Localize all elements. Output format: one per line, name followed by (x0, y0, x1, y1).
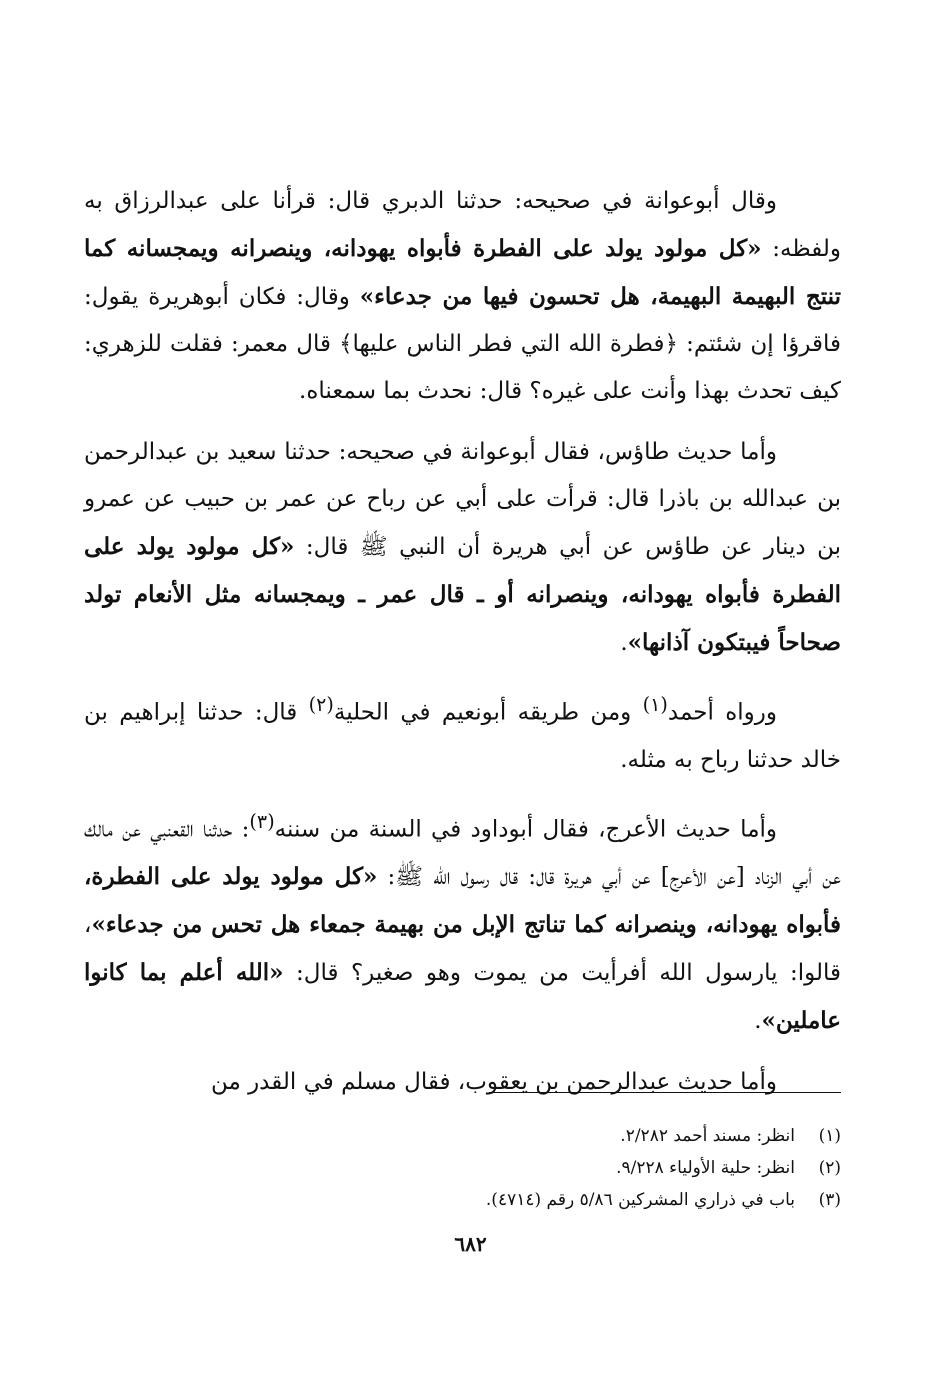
text-run: ، قالوا: يارسول الله أفرأيت من يموت وهو صغير؟ قال: (84, 912, 841, 987)
footnote-2 (84, 1152, 841, 1184)
text-run: وقال أبوعوانة في صحيحه: حدثنا الدبري قال: قرأنا على عبدالرزاق به ولفظه: (84, 188, 841, 262)
hadith-quote: «كل مولود يولد على الفطرة فأبواه يهودانه، وينصرانه ويمجسانه كما تنتج البهيمة البهيمة، هل تحسون فيها من جدعاء» (84, 235, 842, 310)
footnote-ref[interactable]: (٢) (308, 693, 334, 716)
text-run: وأما حديث طاؤس، فقال أبوعوانة في صحيحه: حدثنا سعيد بن عبدالرحمن بن عبدالله بن باذرا قال: قرأت على أبي عن رباح عن عمر بن حبيب عن عمرو بن دينار عن طاؤس عن أبي هريرة أن النبي ﷺ قال: (84, 439, 841, 560)
text-run: وقال: فكان أبوهريرة يقول: فاقرؤا إن شئتم: ﴿فطرة الله التي فطر الناس عليها﴾ قال معمر: فقلت للزهري: كيف تحدث بهذا وأنت على غيره؟ قال: نحدث بما سمعناه. (84, 284, 841, 404)
footnote-number: (١) (818, 1126, 841, 1146)
footnote-divider (489, 1092, 841, 1093)
hadith-quote: «كل مولود يولد على الفطرة، فأبواه يهودانه، وينصرانه كما تناتج الإبل من بهيمة جمعاء هل تحس من جدعاء» (84, 863, 841, 939)
text-run: : حدثنا القعنبي عن مالك عن أبي الزناد [عن الأعرج] عن أبي هريرة قال: قال رسول الله ﷺ: (84, 816, 841, 891)
paragraph-5 (84, 1059, 841, 1106)
footnote-number: (٢) (818, 1158, 841, 1178)
footnote-1 (84, 1120, 841, 1152)
footnote-text: انظر: حلية الأولياء ٩/٢٢٨. (616, 1158, 795, 1178)
footnotes (84, 1120, 841, 1216)
text-run: وأما حديث الأعرج، فقال أبوداود في السنة من سننه (274, 816, 778, 843)
text-run: . (754, 1008, 762, 1035)
paragraph-3 (84, 681, 841, 784)
text-run: وأما حديث عبدالرحمن بن يعقوب، فقال مسلم في القدر من (210, 1069, 777, 1096)
paragraph-1 (84, 178, 841, 415)
footnote-text: انظر: مسند أحمد ٢/٢٨٢. (620, 1126, 795, 1146)
footnote-text: باب في ذراري المشركين ٥/٨٦ رقم (٤٧١٤). (485, 1190, 795, 1210)
paragraph-2 (84, 429, 841, 667)
footnote-ref[interactable]: (٣) (249, 809, 275, 833)
hadith-quote: «الله أعلم بما كانوا عاملين» (84, 959, 841, 1035)
text-run: قال: حدثنا إبراهيم بن خالد حدثنا رباح به مثله. (84, 699, 841, 773)
page-number: ٦٨٢ (454, 1232, 487, 1256)
text-run: ورواه أحمد (667, 699, 777, 726)
text-run: . (620, 630, 628, 656)
text-run: ومن طريقه أبونعيم في الحلية (333, 699, 643, 726)
footnote-number: (٣) (818, 1190, 841, 1210)
footnote-3 (84, 1184, 841, 1216)
paragraph-4 (84, 798, 841, 1046)
hadith-quote: «كل مولود يولد على الفطرة فأبواه يهودانه، وينصرانه أو ـ قال عمر ـ ويمجسانه مثل الأنعام تولد صحاحاً فيبتكون آذانها» (84, 533, 841, 656)
footnote-ref[interactable]: (١) (642, 693, 668, 716)
body-text (84, 178, 841, 1120)
